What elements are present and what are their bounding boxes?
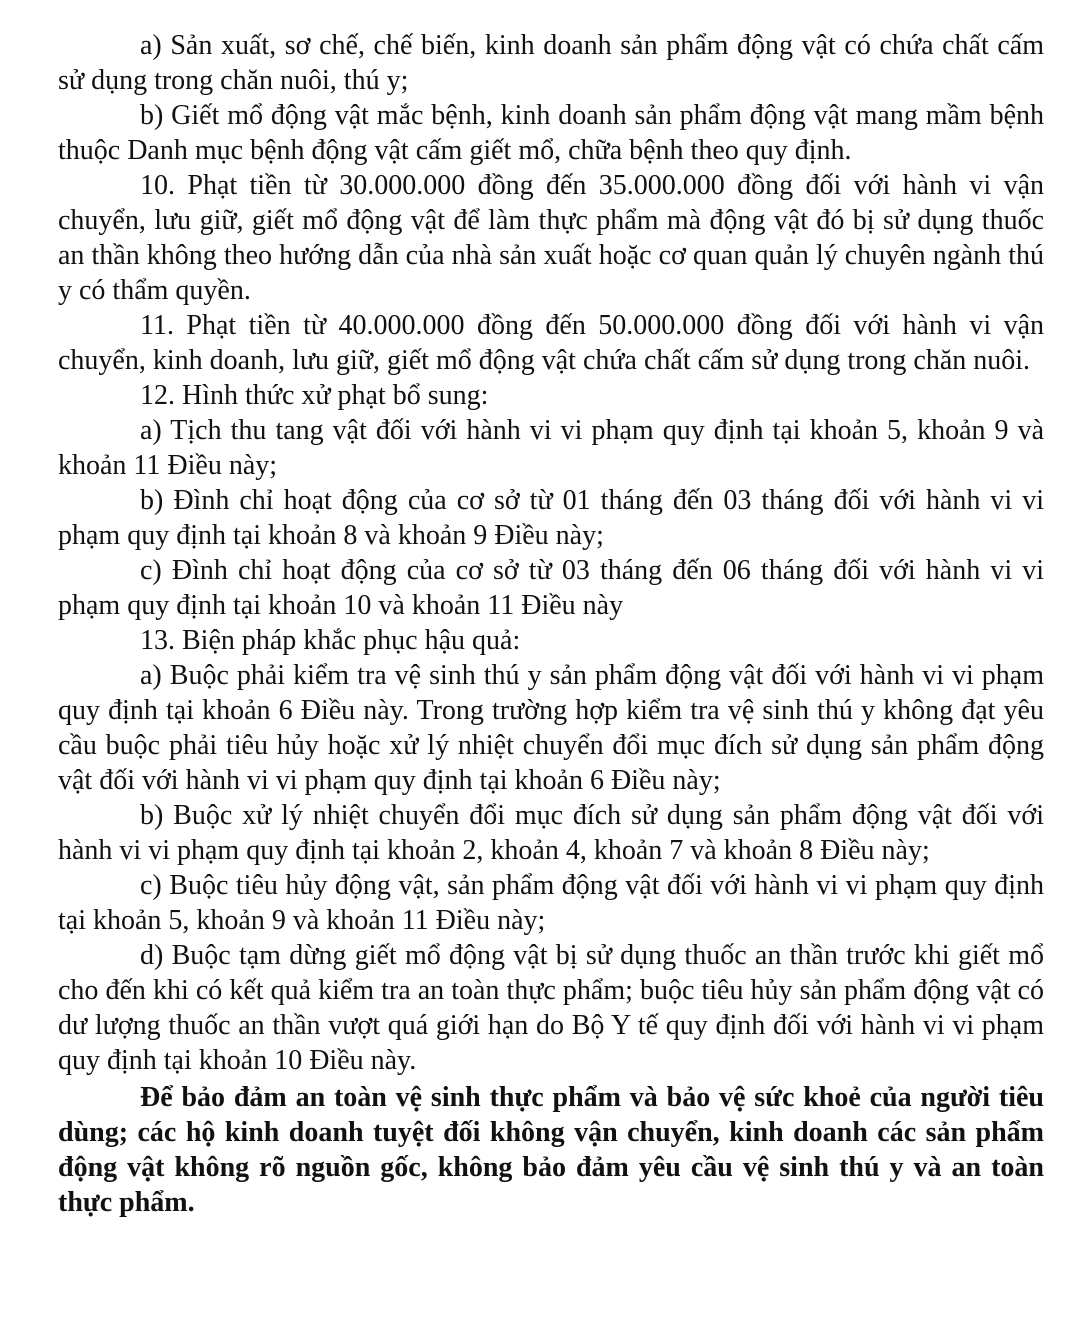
clause-13c: c) Buộc tiêu hủy động vật, sản phẩm động vật đối với hành vi vi phạm quy định tại khoản 5, khoản 9 và khoản 11 Điều này; xyxy=(58,870,1044,936)
clause-13-heading: 13. Biện pháp khắc phục hậu quả: xyxy=(140,625,521,656)
clause-12c: c) Đình chỉ hoạt động của cơ sở từ 03 tháng đến 06 tháng đối với hành vi vi phạm quy định tại khoản 10 và khoản 11 Điều này xyxy=(58,555,1044,621)
clause-13d: d) Buộc tạm dừng giết mổ động vật bị sử dụng thuốc an thần trước khi giết mổ cho đến khi có kết quả kiểm tra an toàn thực phẩm; buộc tiêu hủy sản phẩm động vật có dư lượng thuốc an thần vượt quá giới hạn do Bộ Y tế quy định đối với hành vi vi phạm quy định tại khoản 10 Điều này. xyxy=(58,940,1044,1076)
closing-note: Để bảo đảm an toàn vệ sinh thực phẩm và bảo vệ sức khoẻ của người tiêu dùng; các hộ kinh doanh tuyệt đối không vận chuyển, kinh doanh các sản phẩm động vật không rõ nguồn gốc, không bảo đảm yêu cầu vệ sinh thú y và an toàn thực phẩm. xyxy=(58,1082,1044,1218)
clause-9a: a) Sản xuất, sơ chế, chế biến, kinh doanh sản phẩm động vật có chứa chất cấm sử dụng trong chăn nuôi, thú y; xyxy=(58,30,1044,96)
clause-11: 11. Phạt tiền từ 40.000.000 đồng đến 50.000.000 đồng đối với hành vi vận chuyển, kinh doanh, lưu giữ, giết mổ động vật chứa chất cấm sử dụng trong chăn nuôi. xyxy=(58,310,1044,376)
clause-12-heading: 12. Hình thức xử phạt bổ sung: xyxy=(140,380,489,411)
clause-13a: a) Buộc phải kiểm tra vệ sinh thú y sản phẩm động vật đối với hành vi vi phạm quy định tại khoản 6 Điều này. Trong trường hợp kiểm tra vệ sinh thú y không đạt yêu cầu buộc phải tiêu hủy hoặc xử lý nhiệt chuyển đổi mục đích sử dụng sản phẩm động vật đối với hành vi vi phạm quy định tại khoản 6 Điều này; xyxy=(58,660,1044,796)
clause-13b: b) Buộc xử lý nhiệt chuyển đổi mục đích sử dụng sản phẩm động vật đối với hành vi vi phạm quy định tại khoản 2, khoản 4, khoản 7 và khoản 8 Điều này; xyxy=(58,800,1044,866)
clause-12a: a) Tịch thu tang vật đối với hành vi vi phạm quy định tại khoản 5, khoản 9 và khoản 11 Điều này; xyxy=(58,415,1044,481)
clause-9b: b) Giết mổ động vật mắc bệnh, kinh doanh sản phẩm động vật mang mầm bệnh thuộc Danh mục bệnh động vật cấm giết mổ, chữa bệnh theo quy định. xyxy=(58,100,1044,166)
clause-10: 10. Phạt tiền từ 30.000.000 đồng đến 35.000.000 đồng đối với hành vi vận chuyển, lưu giữ, giết mổ động vật để làm thực phẩm mà động vật đó bị sử dụng thuốc an thần không theo hướng dẫn của nhà sản xuất hoặc cơ quan quản lý chuyên ngành thú y có thẩm quyền. xyxy=(58,170,1044,306)
document-page xyxy=(58,28,1044,1220)
clause-12b: b) Đình chỉ hoạt động của cơ sở từ 01 tháng đến 03 tháng đối với hành vi vi phạm quy định tại khoản 8 và khoản 9 Điều này; xyxy=(58,485,1044,551)
